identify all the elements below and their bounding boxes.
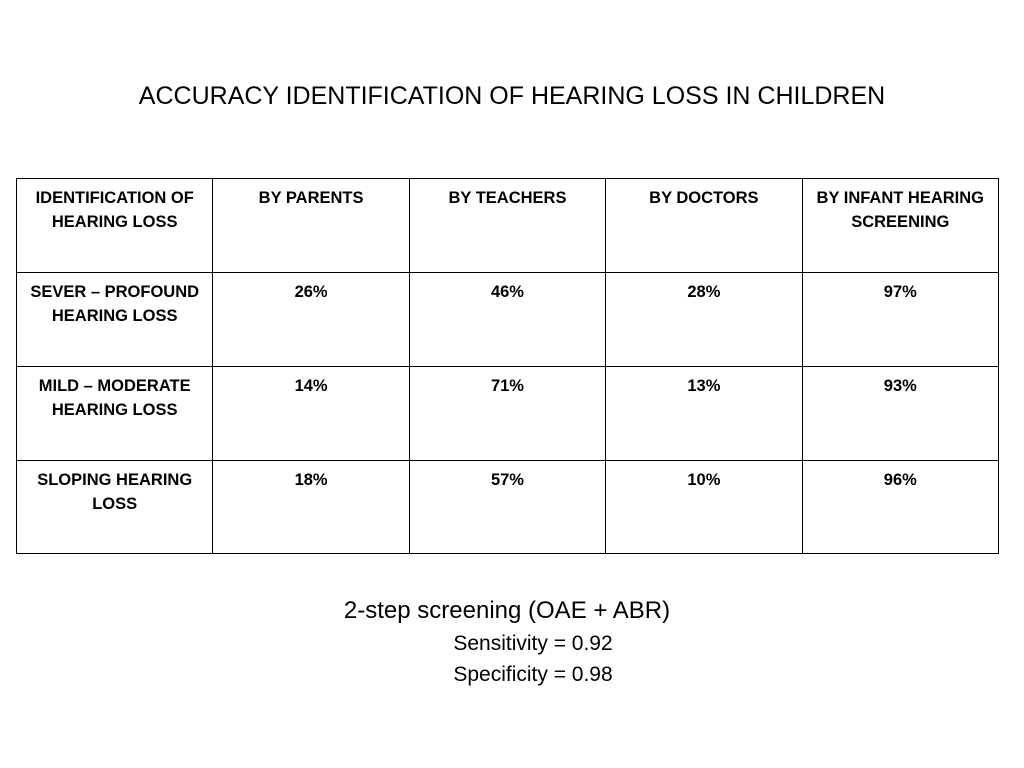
row-label: SEVER – PROFOUND HEARING LOSS	[17, 273, 213, 367]
header-identification: IDENTIFICATION OF HEARING LOSS	[17, 179, 213, 273]
header-by-parents: BY PARENTS	[213, 179, 409, 273]
row-label: MILD – MODERATE HEARING LOSS	[17, 367, 213, 461]
slide-title: ACCURACY IDENTIFICATION OF HEARING LOSS IN CHILDREN	[138, 82, 886, 110]
table-cell: 26%	[213, 273, 409, 367]
table-cell: 14%	[213, 367, 409, 461]
table-row	[17, 461, 999, 554]
screening-method: 2-step screening (OAE + ABR)	[343, 597, 671, 624]
table-header-row	[17, 179, 999, 273]
header-by-infant-screening: BY INFANT HEARING SCREENING	[802, 179, 998, 273]
table-cell: 96%	[802, 461, 998, 554]
accuracy-table	[16, 178, 999, 554]
specificity-value: Specificity = 0.98	[453, 663, 613, 686]
table-cell: 28%	[606, 273, 802, 367]
row-label: SLOPING HEARING LOSS	[17, 461, 213, 554]
table-cell: 97%	[802, 273, 998, 367]
table-cell: 71%	[409, 367, 605, 461]
table-row	[17, 273, 999, 367]
table-cell: 46%	[409, 273, 605, 367]
header-by-teachers: BY TEACHERS	[409, 179, 605, 273]
table-cell: 18%	[213, 461, 409, 554]
sensitivity-value: Sensitivity = 0.92	[453, 632, 613, 655]
table-cell: 93%	[802, 367, 998, 461]
table-cell: 13%	[606, 367, 802, 461]
header-by-doctors: BY DOCTORS	[606, 179, 802, 273]
table-cell: 57%	[409, 461, 605, 554]
table-cell: 10%	[606, 461, 802, 554]
table-row	[17, 367, 999, 461]
